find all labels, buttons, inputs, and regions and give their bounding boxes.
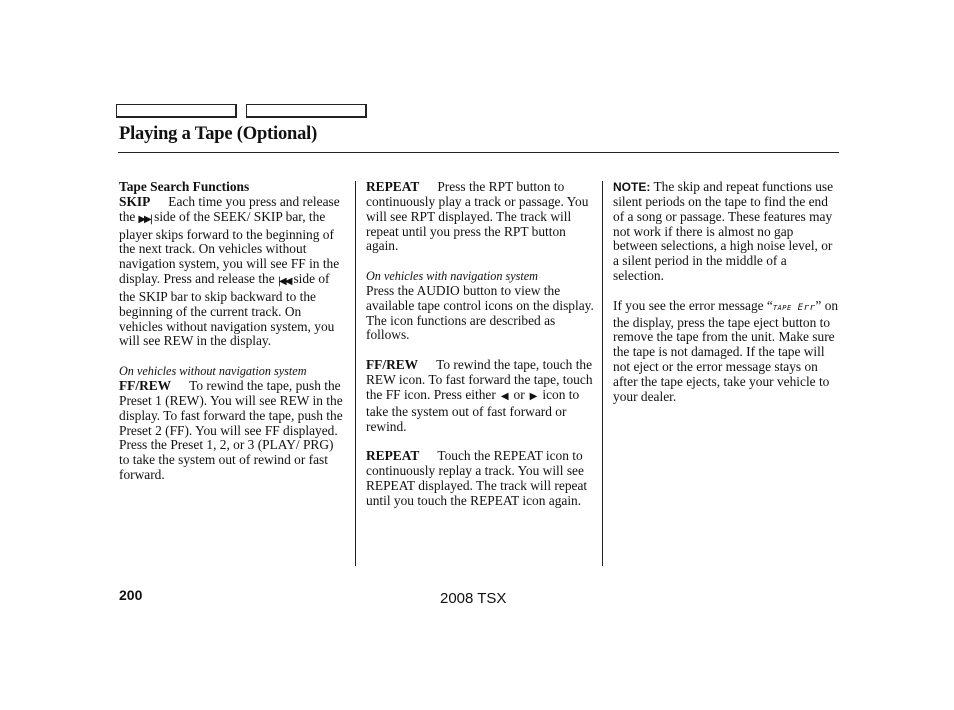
ffrew-nav-paragraph bbox=[366, 358, 594, 434]
no-nav-note: On vehicles without navigation system bbox=[119, 364, 307, 379]
column-2 bbox=[366, 180, 594, 509]
skip-text-c: side of the SKIP bar to skip backward to the beginning of the current track. On vehicles without navigation system, you will see REW in the display. bbox=[119, 271, 335, 349]
skip-back-icon: |◀◀ bbox=[277, 276, 291, 288]
ffrew-label: FF/REW bbox=[119, 377, 172, 393]
nav-note: On vehicles with navigation system bbox=[366, 269, 538, 284]
ffrew-nav-text-b: icon to take the system out of fast forward or rewind. bbox=[366, 386, 580, 434]
ffrew-paragraph bbox=[119, 379, 347, 483]
ffrew-nav-label: FF/REW bbox=[366, 357, 419, 373]
model-footer: 2008 TSX bbox=[440, 590, 507, 607]
skip-paragraph bbox=[119, 195, 347, 349]
rew-arrow-icon: ◀ bbox=[500, 390, 509, 402]
header-tab-left bbox=[116, 104, 237, 118]
page-number: 200 bbox=[119, 587, 143, 603]
error-text-b: ” on the display, press the tape eject button to remove the tape from the unit. Make sure the tape is not damaged. If the tape will not eject or the error message stays on after the tape ejects, take your vehicle to your dealer. bbox=[613, 297, 839, 404]
repeat-nav-paragraph bbox=[366, 449, 594, 508]
page-title: Playing a Tape (Optional) bbox=[119, 124, 318, 144]
note-text: The skip and repeat functions use silent periods on the tape to find the end of a song or passage. These features may not work if there is almost no gap between selections, a high noise level, or a silent period in the middle of a selection. bbox=[613, 179, 834, 284]
ff-arrow-icon: ▶ bbox=[529, 390, 538, 402]
column-3 bbox=[613, 180, 839, 405]
tape-error-small: TAPE bbox=[772, 303, 792, 312]
repeat-nav-text: Touch the REPEAT icon to continuously replay a track. You will see REPEAT displayed. The track will repeat until you touch the REPEAT icon again. bbox=[366, 448, 588, 508]
skip-forward-icon: ▶▶| bbox=[138, 213, 152, 225]
column-1 bbox=[119, 180, 347, 483]
note-paragraph bbox=[613, 180, 839, 284]
column-divider-2 bbox=[602, 181, 603, 566]
title-rule bbox=[118, 152, 839, 153]
skip-label: SKIP bbox=[119, 193, 151, 209]
error-text-a: If you see the error message “ bbox=[613, 297, 773, 313]
tape-error-code: Err bbox=[797, 302, 816, 313]
repeat-text: Press the RPT button to continuously play a track or passage. You will see RPT displayed. The track will repeat until you press the RPT button again. bbox=[366, 179, 589, 254]
ffrew-or: or bbox=[513, 386, 525, 402]
note-label: NOTE: bbox=[613, 180, 651, 194]
repeat-nav-label: REPEAT bbox=[366, 448, 420, 464]
repeat-paragraph bbox=[366, 180, 594, 254]
error-paragraph bbox=[613, 299, 839, 405]
nav-paragraph: Press the AUDIO button to view the available tape control icons on the display. The icon functions are described as follows. bbox=[366, 282, 594, 343]
ffrew-text: To rewind the tape, push the Preset 1 (REW). You will see REW in the display. To fast forward the tape, push the Preset 2 (FF). You will see FF displayed. Press the Preset 1, 2, or 3 (PLAY/ PRG) to take the system out of rewind or fast forward. bbox=[119, 377, 343, 483]
repeat-label: REPEAT bbox=[366, 179, 420, 194]
skip-text-b: side of the SEEK/ SKIP bar, the player skips forward to the beginning of the next track. On vehicles without navigation system, you will see FF in the display. Press and release the bbox=[119, 208, 340, 287]
header-tab-right bbox=[246, 104, 367, 118]
column-divider-1 bbox=[355, 181, 356, 566]
tape-error-display bbox=[773, 301, 816, 316]
section-heading: Tape Search Functions bbox=[119, 179, 250, 194]
skip-text-a: Each time you press and release the bbox=[119, 193, 340, 224]
ffrew-nav-text-a: To rewind the tape, touch the REW icon. To fast forward the tape, touch the FF icon. Press either bbox=[366, 357, 593, 402]
